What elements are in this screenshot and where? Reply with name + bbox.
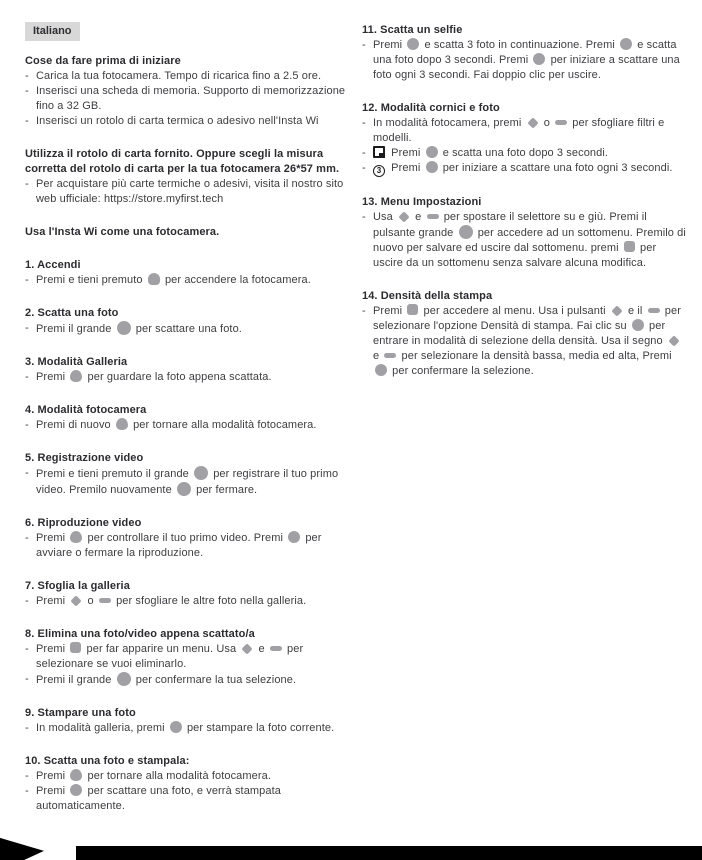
- section-heading: 11. Scatta un selfie: [362, 24, 463, 36]
- bullet-dash: -: [25, 371, 29, 383]
- bullet-text: Premi per far apparire un menu. Usa e per selezionare se vuoi eliminarlo.: [36, 643, 304, 670]
- bullet-item: [25, 721, 349, 736]
- bullet-dash: -: [25, 595, 29, 607]
- bullet-item: [25, 321, 349, 337]
- bullet-text: Premi il grande per scattare una foto.: [36, 323, 242, 335]
- menu-button-icon: [407, 304, 418, 315]
- section-heading: Cose da fare prima di iniziare: [25, 55, 181, 67]
- bullet-item: [362, 304, 686, 379]
- bullet-text: Premi o per sfogliare le altre foto nella galleria.: [36, 595, 307, 607]
- up-button-icon: [527, 117, 538, 128]
- down-button-icon: [99, 598, 111, 603]
- bullet-dash: -: [362, 211, 366, 223]
- bullet-dash: -: [362, 162, 366, 174]
- frame-mode-icon: [373, 146, 385, 158]
- bullet-dash: -: [362, 147, 366, 159]
- bullet-text: Premi per tornare alla modalità fotocamera.: [36, 770, 272, 782]
- bullet-dash: -: [25, 85, 29, 97]
- bullet-item: [25, 594, 349, 609]
- section-heading: 3. Modalità Galleria: [25, 356, 128, 368]
- section-heading: 1. Accendi: [25, 259, 81, 271]
- down-button-icon: [384, 353, 396, 358]
- bullet-item: [25, 273, 349, 288]
- gallery-button-icon: [70, 531, 82, 543]
- section-heading: 7. Sfoglia la galleria: [25, 580, 130, 592]
- bullet-item: [25, 466, 349, 498]
- bullet-dash: -: [25, 785, 29, 797]
- down-button-icon: [555, 120, 567, 125]
- bullet-text: 3 Premi per iniziare a scattare una foto ogni 3 secondi.: [373, 162, 673, 174]
- bullet-item: [25, 69, 349, 84]
- section-heading: 4. Modalità fotocamera: [25, 404, 147, 416]
- shutter-button-icon: [426, 146, 438, 158]
- bullet-text: Premi e tieni premuto il grande per registrare il tuo primo video. Premilo nuovamente per fermare.: [36, 468, 339, 496]
- left-column: [25, 54, 349, 814]
- language-label: Italiano: [25, 22, 80, 41]
- section-heading: Usa l'Insta Wi come una fotocamera.: [25, 226, 220, 238]
- up-button-icon: [611, 305, 622, 316]
- section-heading: 2. Scatta una foto: [25, 307, 119, 319]
- bullet-text: In modalità fotocamera, premi o per sfogliare filtri e modelli.: [373, 117, 665, 144]
- bullet-dash: -: [25, 770, 29, 782]
- shutter-button-icon: [375, 364, 387, 376]
- section-heading: 10. Scatta una foto e stampala:: [25, 755, 190, 767]
- shutter-button-icon: [407, 38, 419, 50]
- shutter-button-icon: [632, 319, 644, 331]
- large-shutter-button-icon: [117, 672, 131, 686]
- section-heading: 6. Riproduzione video: [25, 517, 142, 529]
- right-column: [362, 23, 686, 379]
- shutter-button-icon: [288, 531, 300, 543]
- bullet-dash: -: [362, 117, 366, 129]
- bullet-text: Per acquistare più carte termiche o adesivi, visita il nostro sito web ufficiale: https://store.myfirst.tech: [36, 178, 344, 205]
- bullet-item: [25, 642, 349, 672]
- menu-button-icon: [70, 642, 81, 653]
- bullet-text: Premi per accedere al menu. Usa i pulsanti e il per selezionare l'opzione Densità di stampa. Fai clic su per entrare in modalità di selezione della densità. Usa il segno e per selezionare la densità bassa, media ed alta, Premi per confermare la selezione.: [373, 305, 681, 377]
- up-button-icon: [668, 335, 679, 346]
- bullet-item: [25, 531, 349, 561]
- section-heading: 13. Menu Impostazioni: [362, 196, 482, 208]
- bullet-dash: -: [25, 673, 29, 685]
- section-heading: Utilizza il rotolo di carta fornito. Oppure scegli la misura corretta del rotolo di carta per la tua fotocamera 26*57 mm.: [25, 148, 340, 175]
- bullet-text: Carica la tua fotocamera. Tempo di ricarica fino a 2.5 ore.: [36, 70, 322, 82]
- bullet-item: [362, 210, 686, 271]
- bullet-text: Premi per guardare la foto appena scattata.: [36, 371, 272, 383]
- shutter-button-icon: [170, 721, 182, 733]
- bullet-dash: -: [25, 532, 29, 544]
- up-button-icon: [398, 211, 409, 222]
- section-heading: 8. Elimina una foto/video appena scattato/a: [25, 628, 255, 640]
- bullet-text: Usa e per spostare il selettore su e giù. Premi il pulsante grande per accedere ad un sottomenu. Premilo di nuovo per salvare ed uscire dal sottomenu. premi per uscire da un sottomenu senza salvare alcuna modifica.: [373, 211, 686, 269]
- bullet-item: [362, 38, 686, 83]
- bullet-dash: -: [25, 70, 29, 82]
- shutter-button-icon: [70, 784, 82, 796]
- section-heading: 12. Modalità cornici e foto: [362, 102, 500, 114]
- large-shutter-button-icon: [459, 225, 473, 239]
- shutter-button-icon: [620, 38, 632, 50]
- large-shutter-button-icon: [177, 482, 191, 496]
- down-button-icon: [648, 308, 660, 313]
- up-button-icon: [242, 643, 253, 654]
- bullet-item: [362, 116, 686, 146]
- bullet-text: Premi di nuovo per tornare alla modalità fotocamera.: [36, 419, 317, 431]
- gallery-button-icon: [70, 769, 82, 781]
- section-heading: 14. Densità della stampa: [362, 290, 493, 302]
- bullet-text: Premi e scatta 3 foto in continuazione. Premi e scatta una foto dopo 3 secondi. Premi per iniziare a scattare una foto ogni 3 secondi. Fai doppio clic per uscire.: [373, 39, 680, 81]
- up-button-icon: [71, 595, 82, 606]
- bullet-dash: -: [25, 274, 29, 286]
- bullet-item: [362, 161, 686, 177]
- bullet-item: [25, 370, 349, 385]
- page-bottom-scan-edge: [76, 846, 702, 860]
- section-heading: 9. Stampare una foto: [25, 707, 136, 719]
- bullet-dash: -: [25, 115, 29, 127]
- bullet-dash: -: [362, 305, 366, 317]
- bullet-dash: -: [25, 643, 29, 655]
- menu-button-icon: [624, 241, 635, 252]
- bullet-item: [25, 114, 349, 129]
- bullet-text: Inserisci una scheda di memoria. Supporto di memorizzazione fino a 32 GB.: [36, 85, 346, 112]
- power-button-icon: [148, 273, 160, 285]
- bullet-item: [362, 146, 686, 161]
- bullet-item: [25, 672, 349, 688]
- shutter-button-icon: [426, 161, 438, 173]
- section-heading: 5. Registrazione video: [25, 452, 144, 464]
- bullet-text: Premi per scattare una foto, e verrà stampata automaticamente.: [36, 785, 281, 812]
- bullet-text: Premi il grande per confermare la tua selezione.: [36, 674, 297, 686]
- page-corner-scan-artifact: [0, 836, 44, 860]
- bullet-item: [25, 784, 349, 814]
- bullet-dash: -: [25, 467, 29, 479]
- gallery-button-icon: [70, 370, 82, 382]
- large-shutter-button-icon: [194, 466, 208, 480]
- gallery-button-icon: [116, 418, 128, 430]
- bullet-item: [25, 84, 349, 114]
- bullet-dash: -: [25, 722, 29, 734]
- bullet-item: [25, 418, 349, 433]
- bullet-text: Premi e scatta una foto dopo 3 secondi.: [373, 147, 608, 159]
- bullet-dash: -: [25, 419, 29, 431]
- bullet-item: [25, 769, 349, 784]
- bullet-dash: -: [25, 322, 29, 334]
- timer-3s-icon: 3: [373, 165, 385, 177]
- bullet-text: Inserisci un rotolo di carta termica o adesivo nell'Insta Wi: [36, 115, 319, 127]
- bullet-text: In modalità galleria, premi per stampare la foto corrente.: [36, 722, 335, 734]
- down-button-icon: [270, 646, 282, 651]
- bullet-dash: -: [362, 39, 366, 51]
- shutter-button-icon: [533, 53, 545, 65]
- down-button-icon: [427, 214, 439, 219]
- bullet-text: Premi e tieni premuto per accendere la fotocamera.: [36, 274, 311, 286]
- bullet-text: Premi per controllare il tuo primo video. Premi per avviare o fermare la riproduzione.: [36, 532, 322, 559]
- bullet-item: [25, 177, 349, 207]
- bullet-dash: -: [25, 178, 29, 190]
- large-shutter-button-icon: [117, 321, 131, 335]
